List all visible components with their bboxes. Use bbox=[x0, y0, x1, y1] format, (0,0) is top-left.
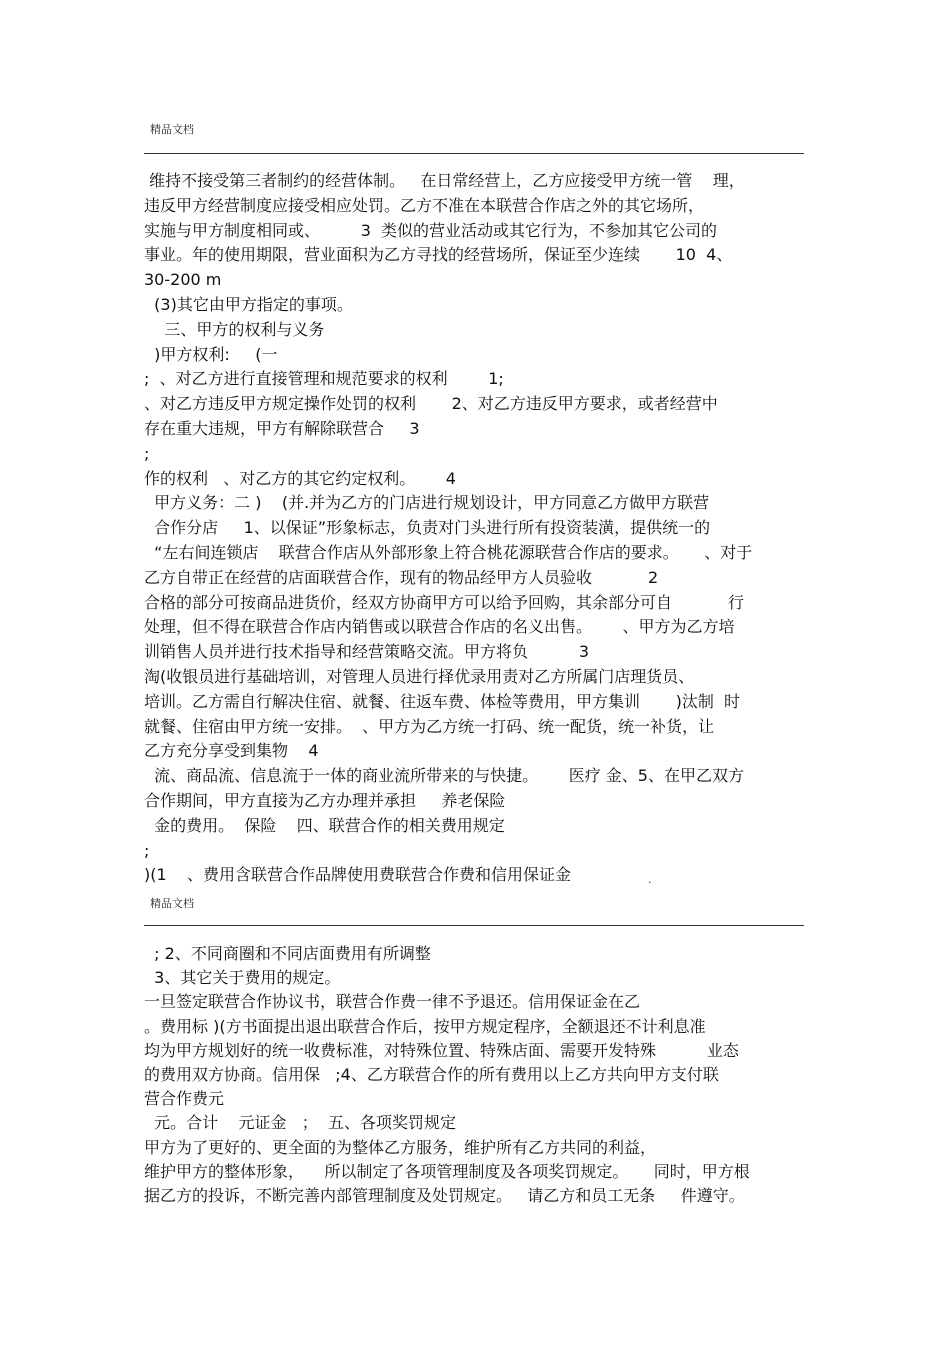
text-line: 甲方义务：二 ) (并.并为乙方的门店进行规划设计，甲方同意乙方做甲方联营 bbox=[144, 493, 710, 513]
text-line: 元。合计 元证金 ； 五、各项奖罚规定 bbox=[144, 1113, 456, 1133]
text-line: 合格的部分可按商品进货价，经双方协商甲方可以给予回购，其余部分可自 行 bbox=[144, 592, 744, 612]
text-line: 、对乙方违反甲方规定操作处罚的权利 2、对乙方违反甲方要求，或者经营中 bbox=[144, 394, 718, 414]
text-line: 营合作费元 bbox=[144, 1089, 225, 1109]
text-line: 三、甲方的权利与义务 bbox=[144, 319, 325, 339]
text-line: 甲方为了更好的、更全面的为整体乙方服务，维护所有乙方共同的利益， bbox=[144, 1137, 657, 1157]
text-line: 培训。乙方需自行解决住宿、就餐、往返车费、体检等费用，甲方集训 )汰制 时 bbox=[144, 691, 741, 711]
text-line: 实施与甲方制度相同或、 3 类似的营业活动或其它行为，不参加其它公司的 bbox=[144, 220, 718, 240]
text-line: 乙方自带正在经营的店面联营合作，现有的物品经甲方人员验收 2 bbox=[144, 567, 659, 587]
text-line: 存在重大违规，甲方有解除联营合 3 bbox=[144, 419, 420, 438]
text-line: 流、商品流、信息流于一体的商业流所带来的与快捷。 医疗 金、5、在甲乙双方 bbox=[144, 766, 744, 786]
text-line: 就餐、住宿由甲方统一安排。 、甲方为乙方统一打码、统一配货，统一补货，让 bbox=[144, 716, 715, 736]
text-line: 。费用标 )(方书面提出退出联营合作后，按甲方规定程序，全额退还不计利息准 bbox=[144, 1016, 706, 1036]
text-line: 乙方充分享受到集物 4 bbox=[144, 741, 319, 761]
footer-rule bbox=[144, 925, 804, 926]
text-line: (3)其它由甲方指定的事项。 bbox=[144, 295, 353, 314]
text-line: 均为甲方规划好的统一收费标准，对特殊位置、特殊店面、需要开发特殊 业态 bbox=[144, 1040, 739, 1060]
page-footer: 精品文档 bbox=[150, 897, 194, 910]
text-line: 处理，但不得在联营合作店内销售或以联营合作店的名义出售。 、甲方为乙方培 bbox=[144, 617, 735, 637]
text-line: 事业。年的使用期限，营业面积为乙方寻找的经营场所，保证至少连续 10 4、 bbox=[144, 245, 733, 265]
text-line: 一旦签定联营合作协议书，联营合作费一律不予退还。信用保证金在乙 bbox=[144, 992, 641, 1012]
text-line: 训销售人员并进行技术指导和经营策略交流。甲方将负 3 bbox=[144, 642, 590, 662]
text-line: ; 2、不同商圈和不同店面费用有所调整 bbox=[144, 944, 431, 963]
text-line: “左右间连锁店 联营合作店从外部形象上符合桃花源联营合作店的要求。 、对于 bbox=[144, 543, 753, 562]
text-line: 合作分店 1、以保证”形象标志，负责对门头进行所有投资装潢，提供统一的 bbox=[144, 518, 711, 538]
header-rule bbox=[144, 153, 804, 154]
text-line: 违反甲方经营制度应接受相应处罚。乙方不准在本联营合作店之外的其它场所， bbox=[144, 195, 705, 215]
text-line: 维持不接受第三者制约的经营体制。 在日常经营上，乙方应接受甲方统一管 理， bbox=[144, 171, 745, 190]
text-line: 合作期间，甲方直接为乙方办理并承担 养老保险 bbox=[144, 791, 506, 810]
text-line: )(1 、费用含联营合作品牌使用费联营合作费和信用保证金 bbox=[144, 865, 572, 885]
footer-mark: . bbox=[648, 873, 652, 886]
text-line: 的费用双方协商。信用保 ;4、乙方联营合作的所有费用以上乙方共向甲方支付联 bbox=[144, 1065, 719, 1084]
text-line: 3、其它关于费用的规定。 bbox=[144, 968, 341, 988]
text-line: ; bbox=[144, 840, 150, 860]
text-line: 30-200 m bbox=[144, 270, 222, 290]
text-line: ; bbox=[144, 443, 150, 463]
text-line: 据乙方的投诉，不断完善内部管理制度及处罚规定。 请乙方和员工无条 件遵守。 bbox=[144, 1186, 745, 1205]
text-line: ; 、对乙方进行直接管理和规范要求的权利 1; bbox=[144, 369, 504, 389]
text-line: )甲方权利: (一 bbox=[144, 344, 278, 364]
text-line: 淘(收银员进行基础培训，对管理人员进行择优录用责对乙方所属门店理货员、 bbox=[144, 667, 695, 686]
text-line: 金的费用。 保险 四、联营合作的相关费用规定 bbox=[144, 815, 505, 835]
page-header: 精品文档 bbox=[150, 123, 194, 136]
text-line: 作的权利 、对乙方的其它约定权利。 4 bbox=[144, 468, 456, 488]
text-line: 维护甲方的整体形象， 所以制定了各项管理制度及各项奖罚规定。 同时，甲方根 bbox=[144, 1161, 750, 1181]
